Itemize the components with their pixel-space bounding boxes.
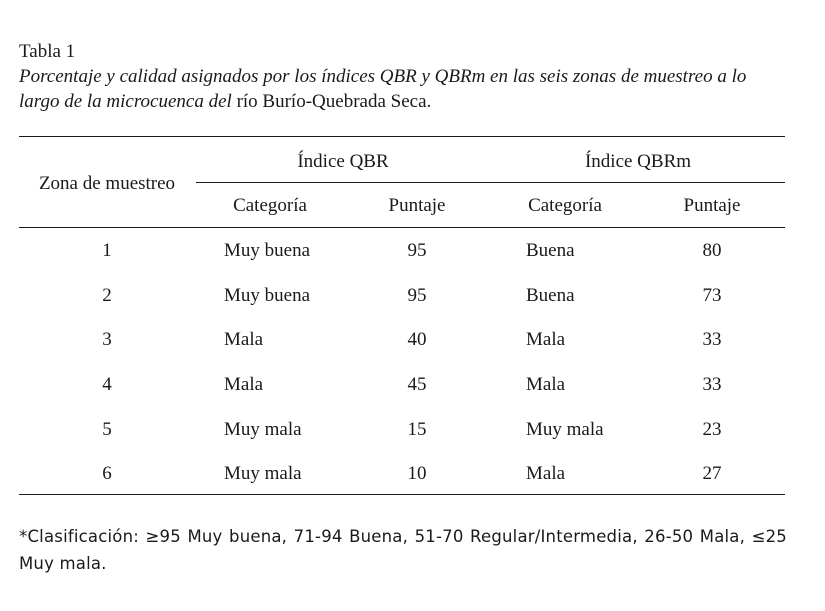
header-qbrm-group: Índice QBRm <box>584 151 692 172</box>
cell-qbrm-score: 73 <box>702 285 722 306</box>
cell-qbr-score: 95 <box>407 285 427 306</box>
header-qbrm-score: Puntaje <box>683 195 741 216</box>
cell-qbrm-category: Mala <box>526 463 566 484</box>
cell-zone: 2 <box>102 285 112 306</box>
cell-qbrm-score: 33 <box>702 329 722 350</box>
table-footnote: *Clasificación: ≥95 Muy buena, 71-94 Buena, 51-70 Regular/Intermedia, 26-50 Mala, ≤25 Muy mala. <box>19 527 787 573</box>
header-bottom-rule <box>19 227 785 228</box>
cell-qbr-category: Muy buena <box>224 240 311 261</box>
header-qbrm-category: Categoría <box>528 195 602 216</box>
table-bottom-rule <box>19 494 785 495</box>
cell-qbr-score: 10 <box>407 463 427 484</box>
cell-zone: 1 <box>102 240 112 261</box>
cell-qbrm-category: Buena <box>526 285 575 306</box>
table-caption <box>19 64 789 114</box>
header-qbr-score: Puntaje <box>388 195 446 216</box>
cell-qbr-category: Mala <box>224 374 264 395</box>
cell-qbrm-score: 80 <box>702 240 722 261</box>
caption-plain: río Burío-Quebrada Seca. <box>231 91 432 112</box>
cell-qbr-category: Muy mala <box>224 419 302 440</box>
cell-qbrm-category: Mala <box>526 374 566 395</box>
cell-qbr-score: 15 <box>407 419 427 440</box>
header-qbr-category: Categoría <box>233 195 307 216</box>
cell-zone: 5 <box>102 419 112 440</box>
header-qbr-group: Índice QBR <box>297 151 389 172</box>
group-header-rule <box>196 182 785 183</box>
cell-qbr-category: Mala <box>224 329 264 350</box>
header-zone: Zona de muestreo <box>38 173 176 194</box>
cell-qbr-score: 40 <box>407 329 427 350</box>
cell-qbr-category: Muy buena <box>224 285 311 306</box>
cell-zone: 6 <box>102 463 112 484</box>
cell-qbr-score: 95 <box>407 240 427 261</box>
cell-qbrm-category: Muy mala <box>526 419 604 440</box>
cell-zone: 3 <box>102 329 112 350</box>
cell-qbrm-category: Mala <box>526 329 566 350</box>
cell-qbr-category: Muy mala <box>224 463 302 484</box>
cell-qbr-score: 45 <box>407 374 427 395</box>
cell-qbrm-score: 23 <box>702 419 722 440</box>
caption-italic: Porcentaje y calidad asignados por los índices QBR y QBRm en las seis zonas de muestreo a lo largo de la microcuenca del <box>19 66 747 112</box>
cell-qbrm-category: Buena <box>526 240 575 261</box>
cell-zone: 4 <box>102 374 112 395</box>
cell-qbrm-score: 27 <box>702 463 722 484</box>
table-top-rule <box>19 136 785 137</box>
cell-qbrm-score: 33 <box>702 374 722 395</box>
table-label: Tabla 1 <box>19 41 76 62</box>
